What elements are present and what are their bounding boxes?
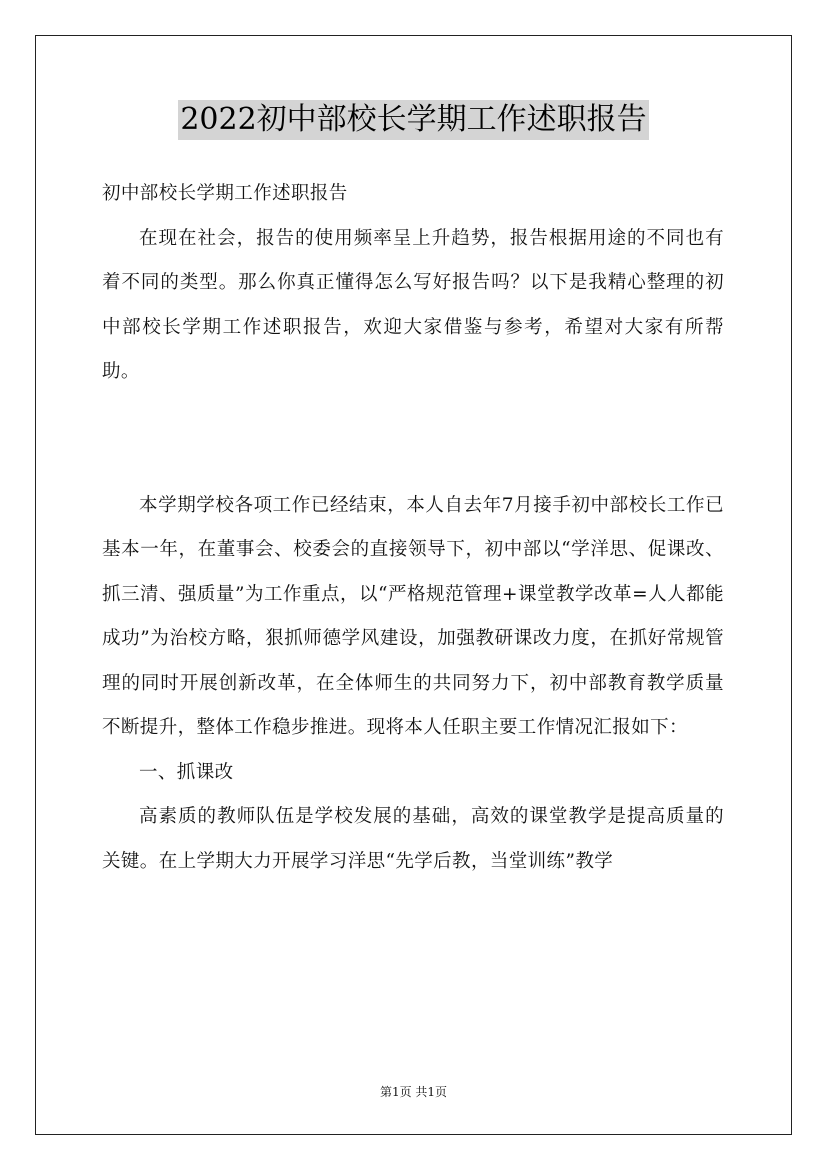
document-title: 2022初中部校长学期工作述职报告 [178,100,648,140]
document-body [102,172,724,884]
summary-paragraph: 本学期学校各项工作已经结束，本人自去年7月接手初中部校长工作已基本一年，在董事会、校委会的直接领导下，初中部以“学洋思、促课改、抓三清、强质量”为工作重点，以“严格规范管理+课堂教学改革=人人都能成功”为治校方略，狠抓师德学风建设，加强教研课改力度，在抓好常规管理的同时开展创新改革，在全体师生的共同努力下，初中部教育教学质量不断提升，整体工作稳步推进。现将本人任职主要工作情况汇报如下： [102,494,724,738]
section-heading: 一、抓课改 [139,761,234,783]
paragraph-spacer [102,395,724,484]
page-footer: 第1页 共1页 [379,1085,448,1099]
document-subtitle: 初中部校长学期工作述职报告 [102,183,348,204]
title-container [0,100,827,140]
section-paragraph: 高素质的教师队伍是学校发展的基础，高效的课堂教学是提高质量的关键。在上学期大力开展学习洋思“先学后教，当堂训练”教学 [102,806,724,872]
intro-paragraph: 在现在社会，报告的使用频率呈上升趋势，报告根据用途的不同也有着不同的类型。那么你真正懂得怎么写好报告吗？以下是我精心整理的初中部校长学期工作述职报告，欢迎大家借鉴与参考，希望对大家有所帮助。 [102,227,724,382]
